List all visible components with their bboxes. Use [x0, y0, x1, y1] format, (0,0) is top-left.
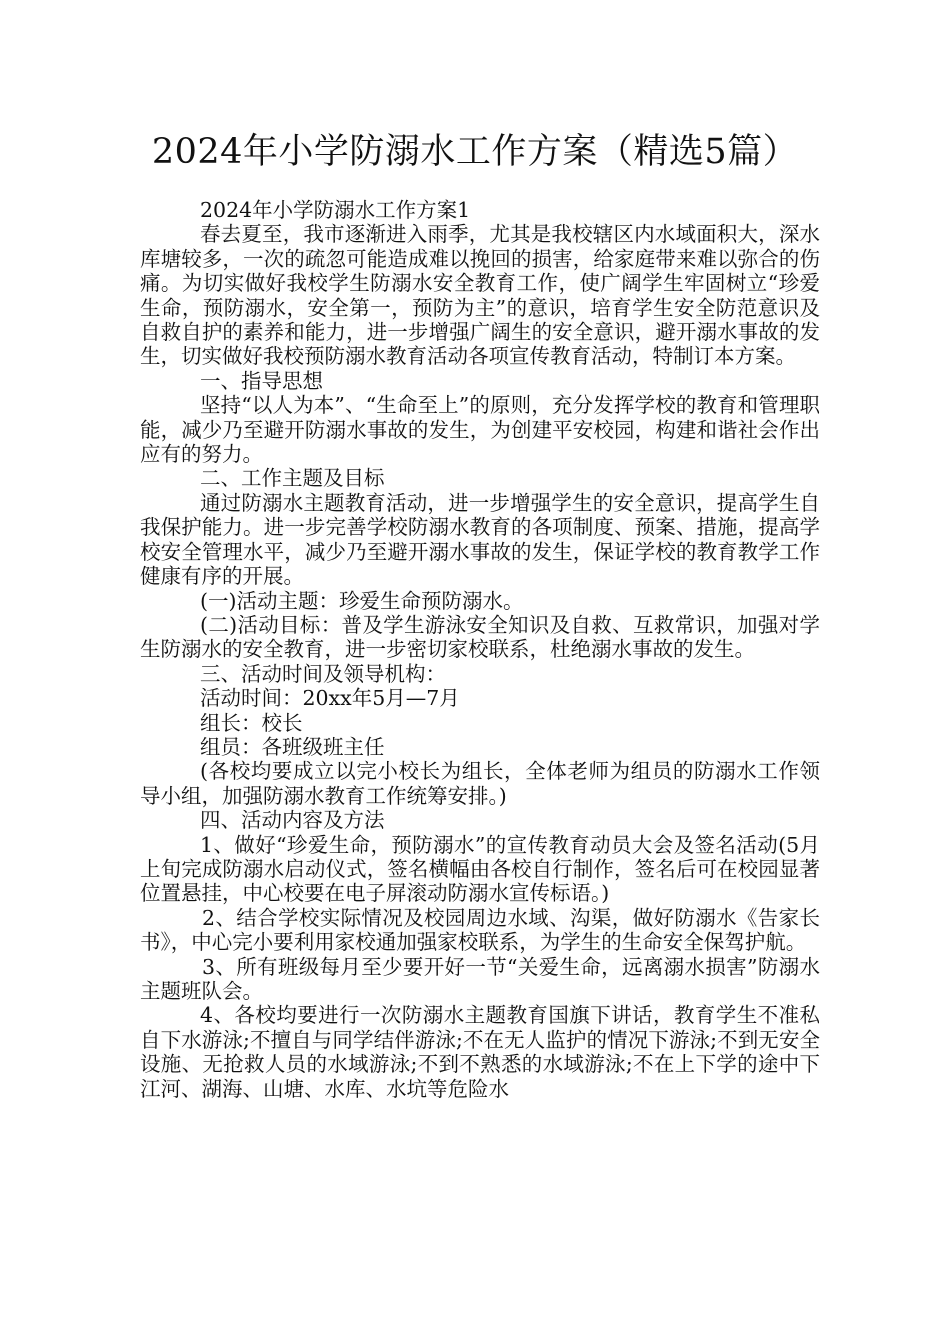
document-body	[140, 198, 820, 1101]
paragraph: (一)活动主题：珍爱生命预防溺水。	[200, 588, 524, 613]
paragraph: 组长：校长	[200, 710, 303, 735]
paragraph: 3、所有班级每月至少要开好一节“关爱生命，远离溺水损害”防溺水主题班队会。	[140, 954, 820, 1003]
paragraph: 坚持“以人为本”、“生命至上”的原则，充分发挥学校的教育和管理职能，减少乃至避开防溺水事故的发生，为创建平安校园，构建和谐社会作出应有的努力。	[140, 393, 820, 467]
paragraph: 春去夏至，我市逐渐进入雨季，尤其是我校辖区内水域面积大，深水库塘较多，一次的疏忽可能造成难以挽回的损害，给家庭带来难以弥合的伤痛。为切实做好我校学生防溺水安全教育工作，使广阔学生牢固树立“珍爱生命，预防溺水，安全第一，预防为主”的意识，培育学生安全防范意识及自救自护的素养和能力，进一步增强广阔生的安全意识，避开溺水事故的发生，切实做好我校预防溺水教育活动各项宣传教育活动，特制订本方案。	[140, 222, 820, 369]
paragraph: 活动时间：20xx年5月—7月	[200, 686, 460, 711]
section-heading: 二、工作主题及目标	[200, 466, 385, 491]
paragraph: (各校均要成立以完小校长为组长，全体老师为组员的防溺水工作领导小组，加强防溺水教育工作统筹安排。)	[140, 759, 820, 808]
section-heading: 三、活动时间及领导机构：	[200, 661, 446, 686]
paragraph: (二)活动目标：普及学生游泳安全知识及自救、互救常识，加强对学生防溺水的安全教育，进一步密切家校联系，杜绝溺水事故的发生。	[140, 612, 820, 662]
document-title: 2024年小学防溺水工作方案（精选5篇）	[151, 132, 799, 172]
paragraph: 4、各校均要进行一次防溺水主题教育国旗下讲话，教育学生不准私自下水游泳;不擅自与同学结伴游泳;不在无人监护的情况下游泳;不到无安全设施、无抢救人员的水域游泳;不到不熟悉的水域游泳;不在上下学的途中下江河、湖海、山塘、水库、水坑等危险水	[140, 1003, 820, 1101]
paragraph: 1、做好“珍爱生命，预防溺水”的宣传教育动员大会及签名活动(5月上旬完成防溺水启动仪式，签名横幅由各校自行制作，签名后可在校园显著位置悬挂，中心校要在电子屏滚动防溺水宣传标语。)	[140, 832, 820, 906]
section-heading: 四、活动内容及方法	[200, 808, 385, 833]
section-heading: 一、指导思想	[200, 368, 323, 393]
paragraph: 组员：各班级班主任	[200, 734, 385, 759]
section-heading: 2024年小学防溺水工作方案1	[200, 198, 471, 222]
paragraph: 2、结合学校实际情况及校园周边水域、沟渠，做好防溺水《告家长书》，中心完小要利用家校通加强家校联系，为学生的生命安全保驾护航。	[140, 905, 820, 955]
paragraph: 通过防溺水主题教育活动，进一步增强学生的安全意识，提高学生自我保护能力。进一步完善学校防溺水教育的各项制度、预案、措施，提高学校安全管理水平，减少乃至避开溺水事故的发生，保证学校的教育教学工作健康有序的开展。	[140, 490, 820, 589]
